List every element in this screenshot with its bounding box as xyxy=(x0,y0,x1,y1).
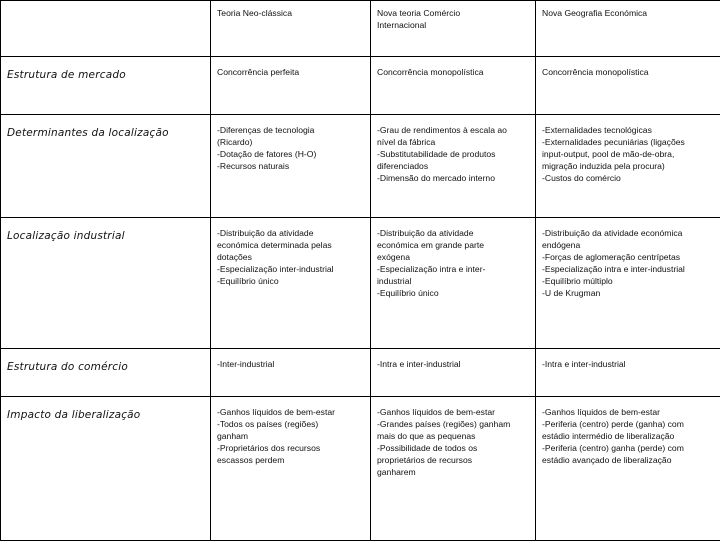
cell-line: -Ganhos líquidos de bem-estar xyxy=(377,406,529,418)
cell-line: -Intra e inter-industrial xyxy=(377,358,529,370)
cell-line: estádio intermédio de liberalização xyxy=(542,430,714,442)
cell-line: diferenciados xyxy=(377,160,529,172)
cell-line: -Grau de rendimentos à escala ao xyxy=(377,124,529,136)
corner-cell xyxy=(1,1,211,57)
column-header-new-trade-theory xyxy=(371,1,536,57)
column-header-line: Teoria Neo-clássica xyxy=(217,7,364,19)
table-cell xyxy=(371,57,536,115)
cell-line: ganham xyxy=(217,430,364,442)
cell-line: -Dotação de fatores (H-O) xyxy=(217,148,364,160)
cell-line: -Inter-industrial xyxy=(217,358,364,370)
table-cell xyxy=(211,218,371,349)
cell-line: -Equilíbrio múltiplo xyxy=(542,275,714,287)
column-header-line: Nova Geografia Económica xyxy=(542,7,714,19)
row-header: Determinantes da localização xyxy=(1,115,211,218)
cell-line: nível da fábrica xyxy=(377,136,529,148)
column-header-neoclassical xyxy=(211,1,371,57)
row-header: Impacto da liberalização xyxy=(1,397,211,541)
row-header: Estrutura de mercado xyxy=(1,57,211,115)
cell-line: -Equilíbrio único xyxy=(377,287,529,299)
cell-line: -Especialização inter-industrial xyxy=(217,263,364,275)
cell-line: -Intra e inter-industrial xyxy=(542,358,714,370)
table-row-location-determinants xyxy=(1,115,720,218)
cell-line: estádio avançado de liberalização xyxy=(542,454,714,466)
table-cell xyxy=(536,218,720,349)
table-cell xyxy=(536,349,720,397)
column-header-new-economic-geography xyxy=(536,1,720,57)
cell-line: -Possibilidade de todos os xyxy=(377,442,529,454)
table-cell xyxy=(211,115,371,218)
cell-line: (Ricardo) xyxy=(217,136,364,148)
cell-line: económica em grande parte xyxy=(377,239,529,251)
cell-line: -Periferia (centro) ganha (perde) com xyxy=(542,442,714,454)
cell-line: -Diferenças de tecnologia xyxy=(217,124,364,136)
cell-line: industrial xyxy=(377,275,529,287)
header-row xyxy=(1,1,720,57)
cell-line: -Externalidades tecnológicas xyxy=(542,124,714,136)
row-header: Estrutura do comércio xyxy=(1,349,211,397)
cell-line: proprietários de recursos xyxy=(377,454,529,466)
cell-line: -Recursos naturais xyxy=(217,160,364,172)
cell-line: -Distribuição da atividade xyxy=(217,227,364,239)
table-cell xyxy=(536,115,720,218)
cell-line: económica determinada pelas xyxy=(217,239,364,251)
row-header: Localização industrial xyxy=(1,218,211,349)
table-cell xyxy=(211,397,371,541)
cell-line: escassos perdem xyxy=(217,454,364,466)
cell-line: -Todos os países (regiões) xyxy=(217,418,364,430)
cell-line: mais do que as pequenas xyxy=(377,430,529,442)
table-cell xyxy=(211,349,371,397)
cell-line: -Grandes países (regiões) ganham xyxy=(377,418,529,430)
cell-line: -Externalidades pecuniárias (ligações xyxy=(542,136,714,148)
cell-line: input-output, pool de mão-de-obra, xyxy=(542,148,714,160)
cell-line: Concorrência monopolística xyxy=(377,66,529,78)
cell-line: -U de Krugman xyxy=(542,287,714,299)
cell-line: Concorrência perfeita xyxy=(217,66,364,78)
column-header-line: Internacional xyxy=(377,19,529,31)
table-cell xyxy=(536,397,720,541)
cell-line: -Periferia (centro) perde (ganha) com xyxy=(542,418,714,430)
cell-line: exógena xyxy=(377,251,529,263)
table-cell xyxy=(371,218,536,349)
cell-line: migração induzida pela procura) xyxy=(542,160,714,172)
table-cell xyxy=(371,397,536,541)
cell-line: ganharem xyxy=(377,466,529,478)
cell-line: -Distribuição da atividade xyxy=(377,227,529,239)
column-header-line: Nova teoria Comércio xyxy=(377,7,529,19)
cell-line: -Substitutabilidade de produtos xyxy=(377,148,529,160)
table-cell xyxy=(211,57,371,115)
cell-line: -Forças de aglomeração centrípetas xyxy=(542,251,714,263)
table-row-market-structure xyxy=(1,57,720,115)
table-cell xyxy=(536,57,720,115)
table-cell xyxy=(371,349,536,397)
cell-line: -Dimensão do mercado interno xyxy=(377,172,529,184)
table-row-liberalization-impact xyxy=(1,397,720,541)
cell-line: -Especialização intra e inter- xyxy=(377,263,529,275)
cell-line: -Ganhos líquidos de bem-estar xyxy=(217,406,364,418)
table-cell xyxy=(371,115,536,218)
cell-line: -Custos do comércio xyxy=(542,172,714,184)
cell-line: -Proprietários dos recursos xyxy=(217,442,364,454)
cell-line: -Especialização intra e inter-industrial xyxy=(542,263,714,275)
table-row-industrial-location xyxy=(1,218,720,349)
table-row-trade-structure xyxy=(1,349,720,397)
cell-line: -Ganhos líquidos de bem-estar xyxy=(542,406,714,418)
cell-line: dotações xyxy=(217,251,364,263)
cell-line: -Equilíbrio único xyxy=(217,275,364,287)
cell-line: endógena xyxy=(542,239,714,251)
cell-line: -Distribuição da atividade económica xyxy=(542,227,714,239)
cell-line: Concorrência monopolística xyxy=(542,66,714,78)
